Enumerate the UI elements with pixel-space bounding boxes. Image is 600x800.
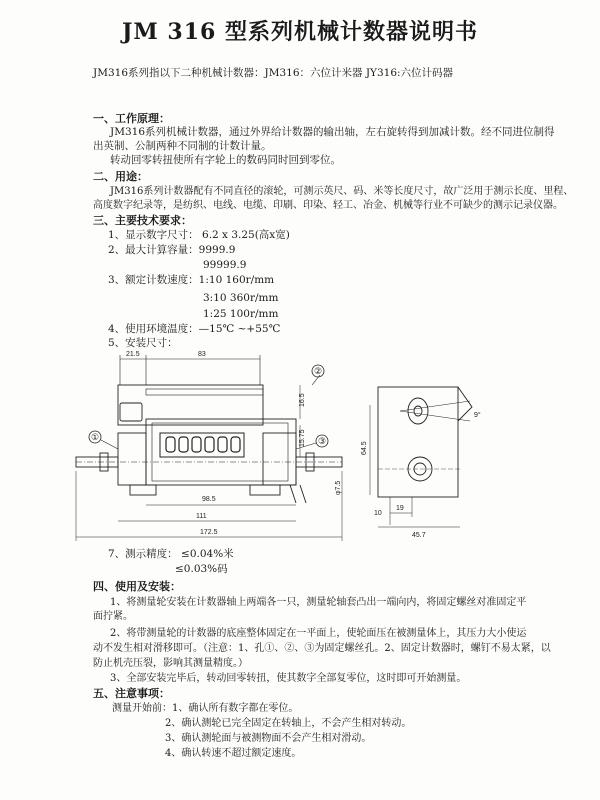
note-2: 2、确认测轮已完全固定在转轴上，不会产生相对转动。 (165, 718, 412, 729)
svg-text:③: ③ (318, 436, 327, 446)
spec-item-2b: 99999.9 (203, 259, 247, 271)
dim-111: 111 (196, 513, 207, 520)
section-1-heading: 一、工作原理： (93, 112, 170, 125)
section-4-p5: 防止机壳压裂，影响其测量精度。） (93, 658, 248, 669)
note-4: 4、确认转速不超过额定速度。 (165, 748, 302, 759)
spec-item-3c: 1:25 100r/mm (203, 308, 279, 320)
note-lead: 测量开始前：1、确认所有数字都在零位。 (112, 703, 299, 714)
dim-19: 19 (396, 505, 404, 512)
spec-item-7b: ≤0.03%码 (175, 563, 228, 575)
section-4-p1: 1、将测量轮安装在计数器轴上两端各一只，测量轮轴套凸出一端向内，将固定螺丝对准固定平 (110, 597, 527, 608)
spec-item-5: 5、安装尺寸： (108, 337, 178, 349)
dim-83: 83 (198, 351, 206, 358)
mounting-drawing (0, 345, 600, 545)
section-2-p2: 高度数字纪录等，是纺织、电线、电缆、印刷、印染、轻工、冶金、机械等行业不可缺少的测示记录仪器。 (93, 200, 563, 211)
section-4-heading: 四、使用及安装： (93, 580, 181, 593)
svg-text:①: ① (91, 432, 100, 442)
left-end-block (118, 433, 146, 485)
spec-item-3b: 3:10 360r/mm (203, 292, 279, 304)
doc-title: JM 316 型系列机械计数器说明书 (121, 19, 478, 45)
spec-item-2: 2、最大计算容量：9999.9 (108, 244, 236, 256)
section-4-p3: 2、将带测量轮的计数器的底座整体固定在一平面上，使轮面压在被测量体上，其压力大小使运 (110, 628, 527, 639)
section-2-p1: JM316系列计数器配有不同直径的滚轮，可测示英尺、码、米等长度尺寸，故广泛用于测示长度、里程、 (110, 186, 574, 197)
dim-15-75: 15.75 (299, 429, 306, 447)
section-4-p6: 3、全部安装完毕后，转动回零转扭，使其数字全部复零位，这时即可开始测量。 (110, 673, 467, 684)
svg-text:②: ② (314, 366, 323, 376)
dim-98-5: 98.5 (202, 496, 216, 503)
dim-45-7: 45.7 (412, 532, 426, 539)
section-3-heading: 三、主要技术要求： (93, 214, 192, 227)
side-view-upper-hole (408, 398, 428, 424)
right-end-block (263, 433, 296, 485)
note-3: 3、确认测轮面与被测物面不会产生相对滑动。 (165, 733, 372, 744)
dim-172-5: 172.5 (200, 529, 218, 536)
dim-21-5: 21.5 (126, 351, 140, 358)
section-1-p2: 出英制、公制两种不同制的计数计量。 (93, 140, 272, 152)
dim-10: 10 (374, 510, 382, 517)
section-5-heading: 五、注意事项： (93, 687, 170, 700)
section-1-p3: 转动回零转扭使所有字轮上的数码同时回到零位。 (110, 154, 341, 166)
dim-phi-7-5: φ7.5 (335, 480, 342, 495)
dim-9-deg: 9° (474, 412, 481, 419)
dim-64-5: 64.5 (361, 441, 368, 455)
section-4-p2: 面拧紧。 (93, 611, 133, 622)
section-2-heading: 二、用途： (93, 170, 148, 183)
section-4-p4: 动不发生相对滑移即可。（注意：1、孔①、②、③为固定螺丝孔。2、固定计数器时，螺钉不易太紧，以 (93, 643, 551, 654)
spec-item-7: 7、测示精度： ≤0.04%米 (108, 548, 234, 560)
spec-item-4: 4、使用环境温度：—15℃ ~+55℃ (108, 323, 281, 335)
doc-subtitle: JM316系列指以下二种机械计数器：JM316：六位计米器 JY316:六位计码器 (93, 67, 454, 79)
spec-item-3: 3、额定计数速度：1:10 160r/mm (108, 274, 275, 286)
dim-16-5: 16.5 (299, 393, 306, 407)
spec-item-1: 1、显示数字尺寸： 6.2 x 3.25(高x宽) (108, 229, 290, 241)
section-1-p1: JM316系列机械计数器，通过外界给计数器的输出轴，左右旋转得到加减计数。经不同进位制得 (110, 126, 555, 138)
